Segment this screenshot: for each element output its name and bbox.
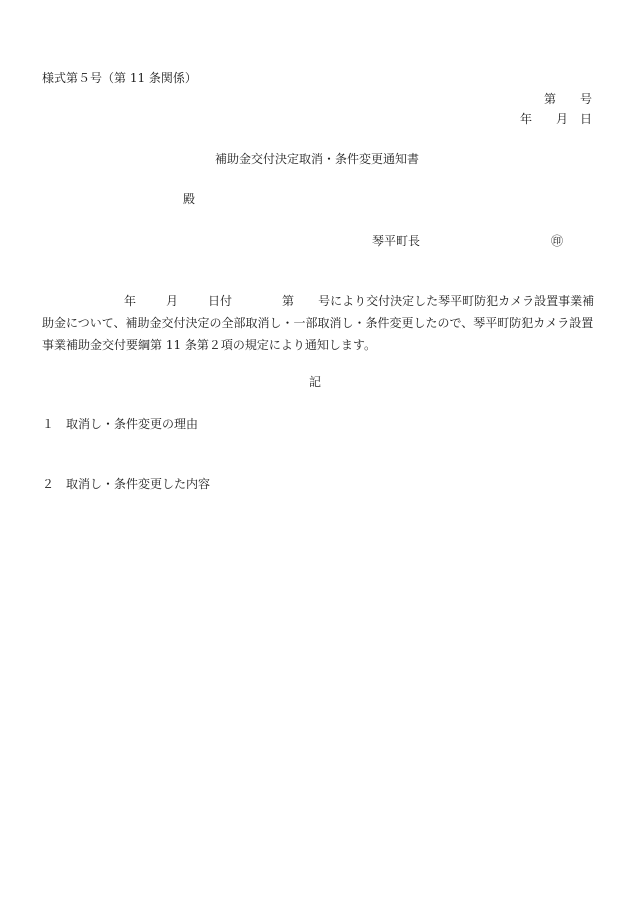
item-1-label: 取消し・条件変更の理由 — [66, 417, 199, 431]
document-title: 補助金交付決定取消・条件変更通知書 — [215, 152, 420, 166]
seal-mark: ㊞ — [551, 234, 564, 248]
body-year: 年 — [124, 294, 137, 308]
form-label: 様式第５号（第 11 条関係） — [42, 71, 197, 85]
body-date-suffix: 日付 — [208, 294, 233, 308]
date-month: 月 — [556, 112, 569, 126]
addressee-suffix: 殿 — [183, 192, 196, 206]
document-number-dai: 第 — [544, 92, 557, 106]
date-day: 日 — [580, 112, 593, 126]
body-text: 号により交付決定した琴平町防犯カメラ設置事業補助金について、補助金交付決定の全部取消し・一部取消し・条件変更したので、琴平町防犯カメラ設置事業補助金交付要綱第 11 条第２項の規定により通知します。 — [42, 294, 595, 352]
item-1-number: １ — [42, 417, 55, 431]
item-2-number: ２ — [42, 477, 55, 491]
document-number-go: 号 — [580, 92, 593, 106]
body-paragraph — [42, 290, 597, 356]
date-year: 年 — [520, 112, 533, 126]
ki-heading: 記 — [309, 375, 322, 389]
item-2-label: 取消し・条件変更した内容 — [66, 477, 211, 491]
body-dai: 第 — [282, 294, 295, 308]
body-month: 月 — [166, 294, 179, 308]
sender-name: 琴平町長 — [372, 234, 421, 248]
